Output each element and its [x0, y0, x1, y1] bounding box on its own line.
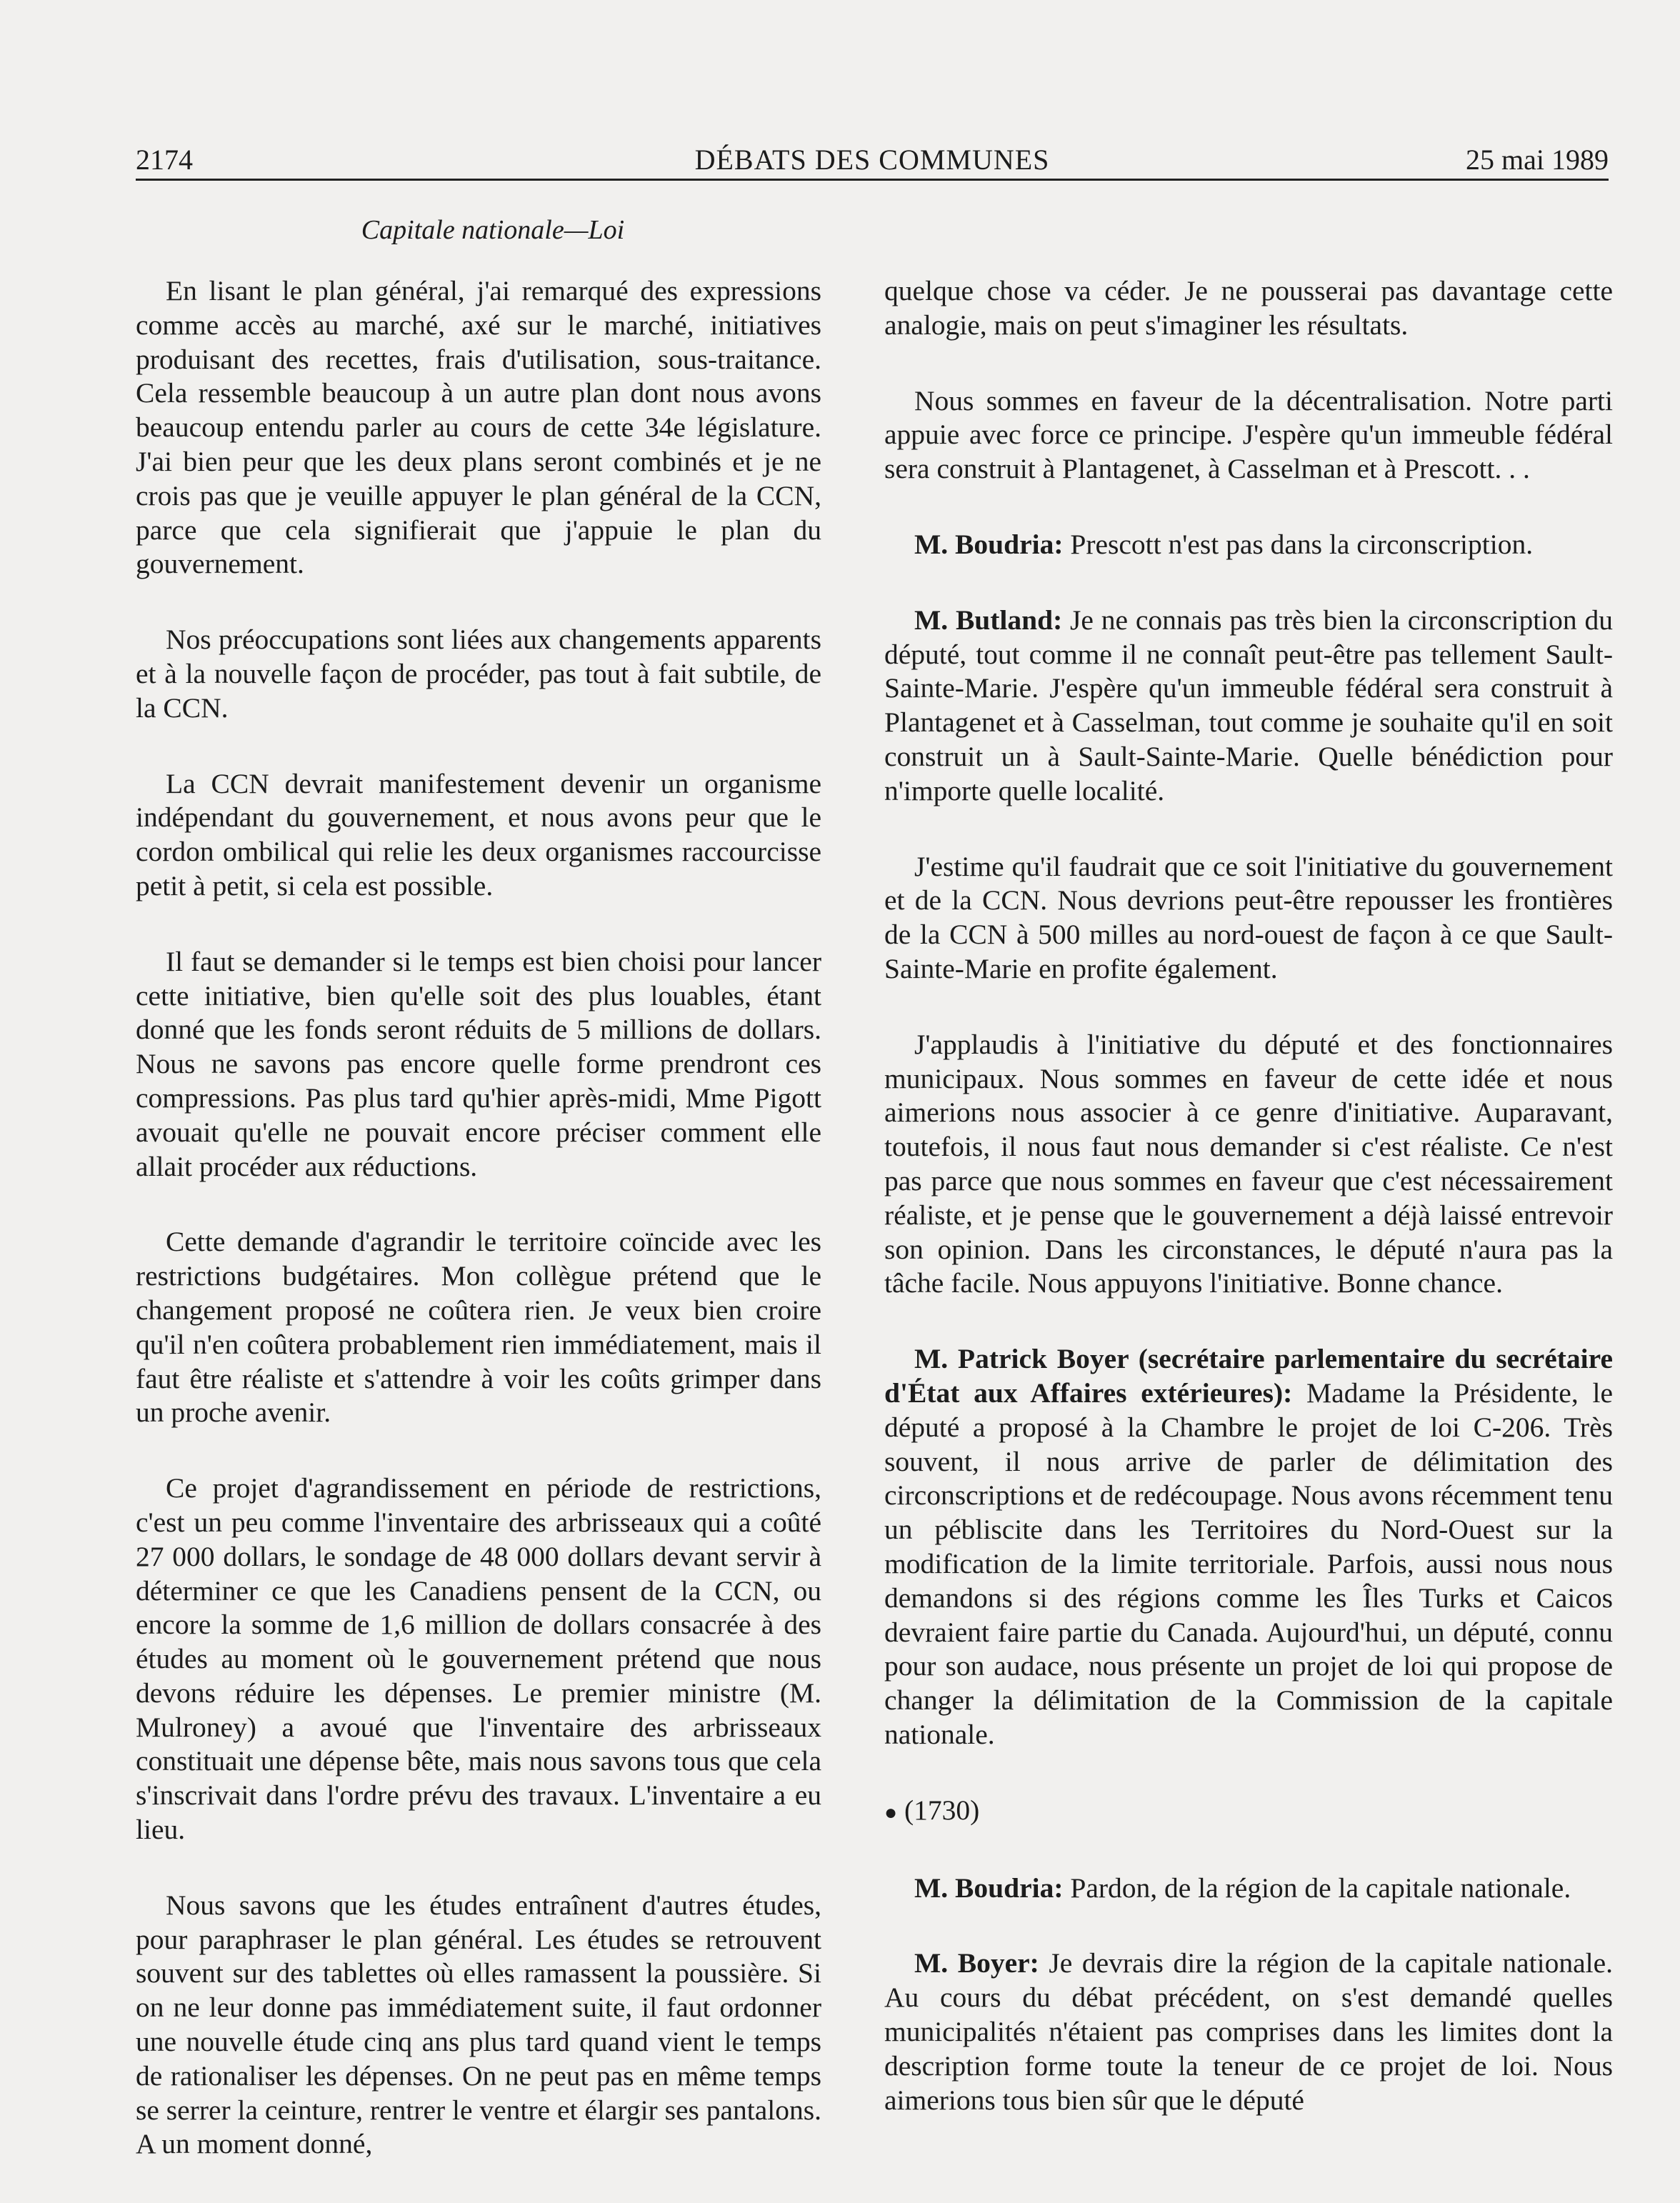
speech [884, 528, 1613, 562]
paragraph: Ce projet d'agrandissement en période de restrictions, c'est un peu comme l'inventaire des arbrisseaux qui a coûté 27 000 dollars, le sondage de 48 000 dollars devant servir à déterminer ce que les Canadiens pensent de la CCN, ou encore la somme de 1,6 million de dollars consacrée à des études au moment où le gouvernement prétend que nous devons réduire les dépenses. Le premier ministre (M. Mulroney) a avoué que l'inventaire des arbrisseaux constituait une dépense bête, mais nous savons tous que cela s'inscrivait dans l'ordre prévu des travaux. L'inventaire a eu lieu. [136, 1472, 821, 1846]
speaker-name: M. Butland: [914, 604, 1063, 636]
speech [884, 1342, 1613, 1752]
paragraph: Nous sommes en faveur de la décentralisation. Notre parti appuie avec force ce principe. J'espère qu'un immeuble fédéral sera construit à Plantagenet, à Casselman et à Prescott. . . [884, 384, 1613, 485]
paragraph: Cette demande d'agrandir le territoire coïncide avec les restrictions budgétaires. Mon collègue prétend que le changement proposé ne coûtera rien. Je veux bien croire qu'il n'en coûtera probablement rien immédiatement, mais il faut être réaliste et s'attendre à voir les coûts grimper dans un proche avenir. [136, 1226, 821, 1429]
speech-text: Madame la Présidente, le député a proposé à la Chambre le projet de loi C-206. Très souvent, il nous arrive de parler de délimitation des circonscriptions et de redécoupage. Nous avons récemment tenu un pébliscite dans les Territoires du Nord-Ouest sur la modification de la limite territoriale. Parfois, aussi nous nous demandons si des régions comme les Îles Turks et Caicos devraient faire partie du Canada. Aujourd'hui, un député, connu pour son audace, nous présente un projet de loi qui propose de changer la délimitation de la Commission de la capitale nationale. [884, 1377, 1613, 1750]
running-title: Capitale nationale—Loi [361, 215, 625, 245]
speech-text: Je devrais dire la région de la capitale nationale. Au cours du débat précédent, on s'est demandé quelles municipalités n'étaient pas comprises dans les limites dont la description forme toute la teneur de ce projet de loi. Nous aimerions tous bien sûr que le député [884, 1947, 1613, 2116]
speaker-name: M. Boudria: [914, 1872, 1064, 1904]
speech-text: Je ne connais pas très bien la circonscription du député, tout comme il ne connaît peut-être pas tellement Sault-Sainte-Marie. J'espère qu'un immeuble fédéral sera construit à Plantagenet et à Casselman, tout comme je souhaite qu'il en soit construit un à Sault-Sainte-Marie. Quelle bénédiction pour n'importe quelle localité. [884, 604, 1613, 806]
speech [884, 1872, 1613, 1906]
speech-text: Prescott n'est pas dans la circonscription. [1063, 528, 1534, 560]
publication-title: DÉBATS DES COMMUNES [694, 144, 1050, 176]
paragraph: La CCN devrait manifestement devenir un organisme indépendant du gouvernement, et nous avons peur que le cordon ombilical qui relie les deux organismes raccourcisse petit à petit, si cela est possible. [136, 767, 821, 901]
paragraph: Nous savons que les études entraînent d'autres études, pour paraphraser le plan général. Les études se retrouvent souvent sur des tablettes où elles ramassent la poussière. Si on ne leur donne pas immédiatement suite, il faut ordonner une nouvelle étude cinq ans plus tard quand vient le temps de rationaliser les dépenses. On ne peut pas en même temps se serrer la ceinture, rentrer le ventre et élargir ses pantalons. A un moment donné, [136, 1889, 821, 2160]
speech [884, 1947, 1613, 2117]
paragraph: En lisant le plan général, j'ai remarqué des expressions comme accès au marché, axé sur le marché, initiatives produisant des recettes, frais d'utilisation, sous-traitance. Cela ressemble beaucoup à un autre plan dont nous avons beaucoup entendu parler au cours de cette 34e législature. J'ai bien peur que les deux plans seront combinés et je ne crois pas que je veuille appuyer le plan général de la CCN, parce que cela signifierait que j'appuie le plan du gouvernement. [136, 275, 821, 580]
right-column [884, 274, 1613, 2159]
paragraph: J'applaudis à l'initiative du député et des fonctionnaires municipaux. Nous sommes en faveur de cette idée et nous aimerions nous associer à ce genre d'initiative. Auparavant, toutefois, il nous faut nous demander si c'est réaliste. Ce n'est pas parce que nous sommes en faveur que c'est nécessairement réaliste, et je pense que le gouvernement a déjà laissé entrevoir son opinion. Dans les circonstances, le député n'aura pas la tâche facile. Nous appuyons l'initiative. Bonne chance. [884, 1028, 1613, 1299]
paragraph: J'estime qu'il faudrait que ce soit l'initiative du gouvernement et de la CCN. Nous devrions peut-être repousser les frontières de la CCN à 500 milles au nord-ouest de façon à ce que Sault-Sainte-Marie en profite également. [884, 850, 1613, 984]
speaker-name: M. Boyer: [914, 1947, 1039, 1979]
speech [884, 604, 1613, 809]
paragraph: Nos préoccupations sont liées aux changements apparents et à la nouvelle façon de procéder, pas tout à fait subtile, de la CCN. [136, 624, 821, 724]
page-header [136, 141, 1609, 181]
left-column [136, 274, 821, 2203]
time-marker-text: (1730) [904, 1794, 980, 1826]
publication-date: 25 mai 1989 [1466, 144, 1609, 176]
bullet-icon: ● [884, 1800, 898, 1824]
speaker-name: M. Patrick Boyer (secrétaire parlementaire du secrétaire d'État aux Affaires extérieures): [884, 1343, 1613, 1409]
page-number: 2174 [136, 144, 193, 176]
paragraph: Il faut se demander si le temps est bien choisi pour lancer cette initiative, bien qu'elle soit des plus louables, étant donné que les fonds seront réduits de 5 millions de dollars. Nous ne savons pas encore quelle forme prendront ces compressions. Pas plus tard qu'hier après-midi, Mme Pigott avouait qu'elle ne pouvait encore préciser comment elle allait procéder aux réductions. [136, 945, 821, 1182]
time-marker [884, 1794, 1613, 1830]
speech-text: Pardon, de la région de la capitale nationale. [1063, 1872, 1571, 1904]
paragraph-continuation: quelque chose va céder. Je ne pousserai pas davantage cette analogie, mais on peut s'imaginer les résultats. [884, 275, 1613, 341]
speaker-name: M. Boudria: [914, 528, 1064, 560]
